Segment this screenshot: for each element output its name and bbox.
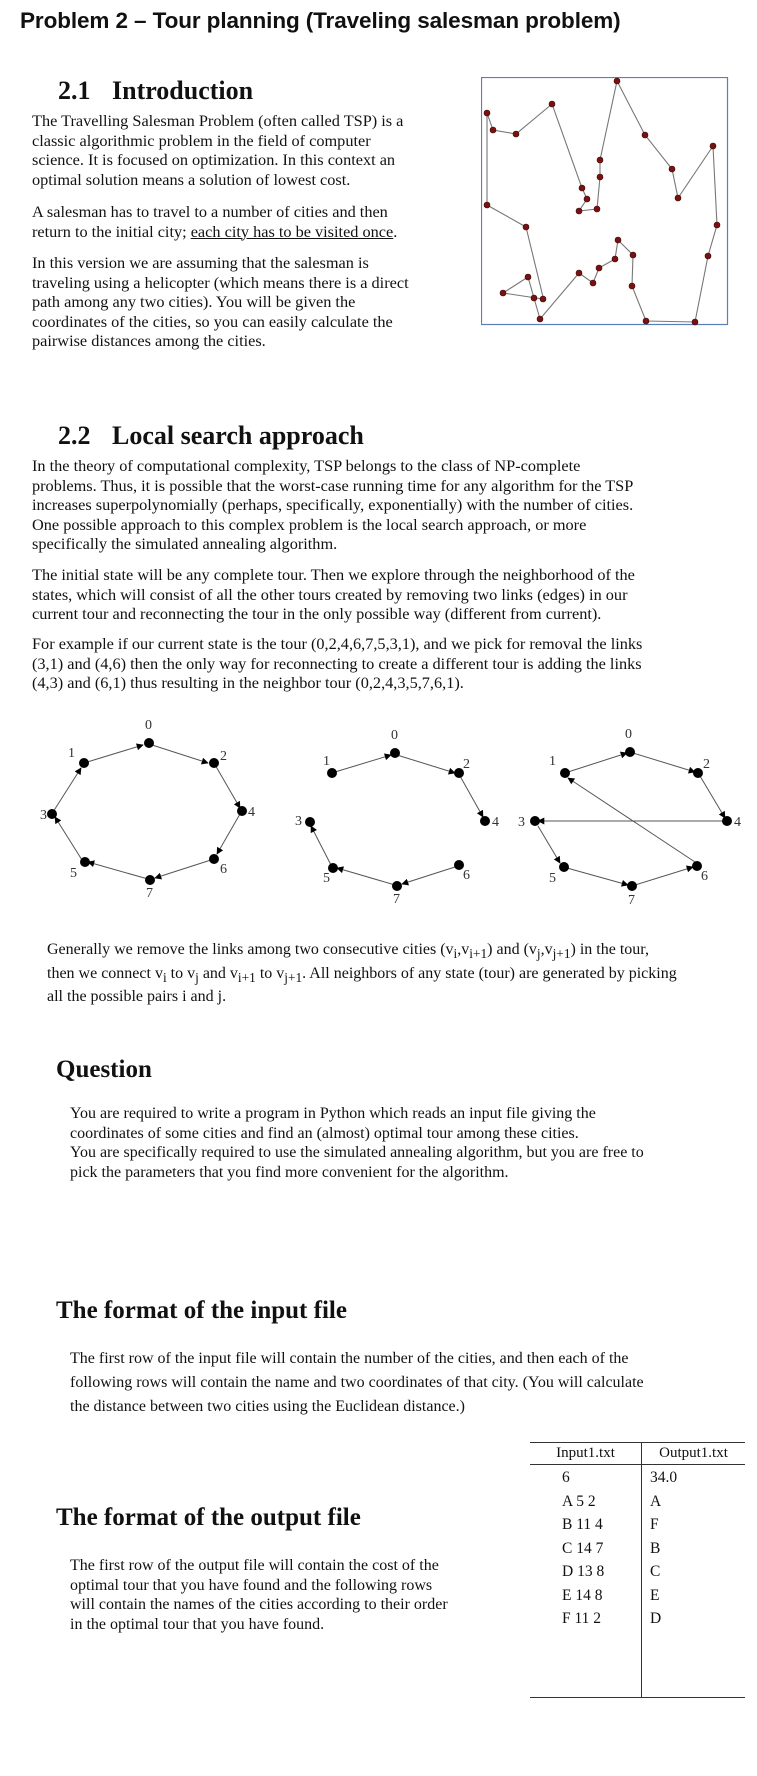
city-node	[596, 265, 602, 271]
graph-current-nodes	[47, 738, 247, 885]
node	[480, 816, 490, 826]
node-label: 4	[248, 805, 255, 820]
node-label: 1	[68, 746, 75, 761]
node	[560, 768, 570, 778]
node	[79, 758, 89, 768]
subscript: i+1	[237, 969, 256, 985]
text-line: all the possible pairs i and j.	[47, 988, 227, 1006]
node	[625, 747, 635, 757]
text-line	[47, 964, 747, 988]
edge	[84, 745, 143, 763]
text-line: pairwise distances among the cities.	[32, 331, 266, 350]
subscript: i	[453, 946, 458, 962]
text-fragment: ) and (v	[487, 941, 537, 958]
figure-border	[482, 78, 728, 325]
neighbor-tour-diagram	[0, 715, 757, 925]
city-node	[714, 222, 720, 228]
node	[47, 809, 57, 819]
city-node	[484, 110, 490, 116]
text-fragment: to v	[166, 964, 196, 982]
text-line: following rows will contain the name and two coordinates of that city. (You will calculate	[70, 1374, 644, 1391]
text-fragment: ,v	[540, 941, 553, 958]
tour-path	[487, 81, 717, 322]
city-node	[500, 290, 506, 296]
node	[237, 806, 247, 816]
intro-paragraph-2	[32, 202, 450, 241]
edge	[402, 866, 458, 884]
table-cell: D	[650, 1610, 662, 1627]
edge	[567, 868, 628, 885]
city-node	[705, 253, 711, 259]
subscript: j	[195, 969, 199, 985]
edge	[538, 826, 560, 863]
edge	[149, 744, 208, 763]
text-line: The first row of the output file will contain the cost of the	[70, 1557, 439, 1574]
local-paragraph-1	[32, 456, 732, 554]
edge	[700, 776, 725, 818]
city-node	[484, 202, 490, 208]
text-line: in the optimal tour that you have found.	[70, 1615, 325, 1633]
input-column-header: Input1.txt	[556, 1445, 615, 1461]
subscript: i+1	[469, 946, 488, 962]
local-heading	[58, 421, 364, 451]
city-node	[590, 280, 596, 286]
edge	[568, 753, 627, 772]
node	[627, 881, 637, 891]
table-cell: B	[650, 1539, 661, 1557]
node-label: 0	[625, 727, 632, 742]
node-label: 5	[70, 866, 77, 881]
node-label: 0	[145, 718, 152, 733]
local-number: 2.2	[58, 421, 91, 450]
edge	[214, 763, 240, 808]
node-label: 2	[463, 757, 470, 772]
city-node	[531, 295, 537, 301]
table-header-rule	[530, 1464, 745, 1465]
table-cell: A	[650, 1492, 662, 1510]
node	[693, 768, 703, 778]
text-line: You are required to write a program in Python which reads an input file giving the	[70, 1105, 596, 1122]
city-node	[692, 319, 698, 325]
city-node	[490, 127, 496, 133]
city-node	[642, 132, 648, 138]
output-format-paragraph	[70, 1556, 500, 1634]
city-node	[576, 208, 582, 214]
table-cell: B 11 4	[562, 1516, 603, 1533]
node-label: 3	[40, 808, 47, 823]
text-line: coordinates of the cities, so you can easily calculate the	[32, 311, 393, 331]
intro-title: Introduction	[112, 76, 254, 105]
node	[209, 854, 219, 864]
local-paragraph-3	[32, 634, 742, 693]
text-line: traveling using a helicopter (which means there is a direct	[32, 272, 409, 292]
table-cell: 34.0	[650, 1469, 678, 1486]
node-label: 4	[492, 815, 499, 830]
text-line: the distance between two cities using the Euclidean distance.)	[70, 1398, 465, 1415]
edge	[217, 814, 240, 854]
text-line: path among any two cities). You will be given the	[32, 292, 356, 311]
subscript: i	[162, 969, 167, 985]
text-line: increases superpolynomially (perhaps, specifically, exponentially) with the number of cities.	[32, 495, 634, 514]
node-label: 7	[628, 893, 635, 908]
question-heading: Question	[56, 1056, 152, 1083]
text-fragment: .	[393, 221, 398, 241]
text-fragment: then we connect v	[47, 964, 163, 982]
city-node	[597, 157, 603, 163]
text-line: In the theory of computational complexity, TSP belongs to the class of NP-complete	[32, 456, 581, 475]
node	[390, 748, 400, 758]
city-node	[615, 237, 621, 243]
node-label: 0	[391, 728, 398, 743]
page-title: Problem 2 – Tour planning (Traveling salesman problem)	[20, 8, 621, 33]
city-node	[675, 195, 681, 201]
text-fragment: Generally we remove the links among two consecutive cities (v	[47, 941, 454, 958]
city-node	[523, 224, 529, 230]
table-cell: D 13 8	[562, 1563, 605, 1580]
text-line: states, which will consist of all the other tours created by removing two links (edges) in our	[32, 584, 628, 604]
text-line: You are specifically required to use the simulated annealing algorithm, but you are free to	[70, 1144, 644, 1161]
text-line	[32, 222, 450, 242]
node	[530, 816, 540, 826]
city-nodes	[484, 78, 720, 325]
city-node	[643, 318, 649, 324]
text-fragment: to v	[255, 964, 285, 982]
node-label: 4	[734, 815, 741, 830]
text-line: In this version we are assuming that the salesman is	[32, 253, 369, 272]
text-line: science. It is focused on optimization. In this context an	[32, 150, 396, 169]
city-node	[669, 166, 675, 172]
text-line: The initial state will be any complete tour. Then we explore through the neighborhood of the	[32, 565, 635, 584]
edge	[88, 862, 148, 879]
intro-paragraph-3	[32, 253, 450, 351]
node-label: 7	[146, 886, 153, 901]
edge	[635, 867, 693, 885]
city-node	[576, 270, 582, 276]
local-paragraph-2	[32, 565, 742, 624]
table-cell: 6	[562, 1469, 570, 1486]
underlined-text: each city has to be visited once	[190, 221, 394, 241]
city-node	[594, 206, 600, 212]
node-label: 6	[701, 869, 708, 884]
table-cell: C 14 7	[562, 1539, 604, 1557]
edge	[568, 778, 695, 862]
node	[209, 758, 219, 768]
node-label: 6	[220, 862, 227, 877]
text-fragment: ,v	[457, 941, 470, 958]
node-label: 2	[703, 757, 710, 772]
city-node	[630, 252, 636, 258]
output-column	[650, 1466, 740, 1631]
edge	[397, 755, 455, 773]
example-table	[530, 1442, 745, 1698]
table-cell: F	[650, 1516, 659, 1533]
text-fragment: . All neighbors of any state (tour) are generated by picking	[302, 964, 677, 982]
text-line: The Travelling Salesman Problem (often called TSP) is a	[32, 111, 404, 130]
text-line: problems. Thus, it is possible that the worst-case running time for any algorithm for the TSP	[32, 475, 634, 495]
text-line: pick the parameters that you find more convenient for the algorithm.	[70, 1163, 509, 1181]
node	[722, 816, 732, 826]
node-label: 2	[220, 749, 227, 764]
text-line	[47, 940, 747, 964]
edge	[633, 753, 695, 772]
city-node	[540, 296, 546, 302]
node-label: 7	[393, 892, 400, 907]
subscript: j+1	[284, 969, 303, 985]
table-cell: E 14 8	[562, 1586, 603, 1604]
text-fragment: return to the initial city;	[32, 221, 191, 241]
text-line: (3,1) and (4,6) then the only way for reconnecting to create a different tour is adding the links	[32, 653, 642, 673]
text-line: optimal solution means a solution of lowest cost.	[32, 169, 351, 189]
input-column	[562, 1466, 642, 1631]
city-node	[525, 274, 531, 280]
table-cell: A 5 2	[562, 1492, 596, 1510]
city-node	[537, 316, 543, 322]
tsp-tour-figure	[481, 77, 729, 327]
city-node	[612, 256, 618, 262]
text-line: optimal tour that you have found and the following rows	[70, 1576, 433, 1594]
node-label: 5	[549, 871, 556, 886]
question-paragraph	[70, 1104, 730, 1182]
general-paragraph	[47, 940, 747, 1007]
subscript: j	[536, 946, 541, 962]
output-format-heading: The format of the output file	[56, 1504, 361, 1531]
city-node	[584, 196, 590, 202]
city-node	[597, 174, 603, 180]
subscript: j+1	[552, 946, 571, 962]
city-node	[710, 143, 716, 149]
node-label: 1	[323, 754, 330, 769]
input-format-paragraph	[70, 1347, 740, 1419]
city-node	[629, 283, 635, 289]
edge	[53, 768, 81, 812]
text-line: specifically the simulated annealing algorithm.	[32, 534, 338, 553]
city-node	[549, 101, 555, 107]
intro-heading	[58, 76, 253, 106]
edge	[55, 817, 82, 860]
node-label: 5	[323, 871, 330, 886]
text-line: For example if our current state is the tour (0,2,4,6,7,5,3,1), and we pick for removal the links	[32, 634, 643, 653]
text-line: The first row of the input file will contain the number of the cities, and then each of the	[70, 1350, 629, 1367]
city-node	[614, 78, 620, 84]
intro-paragraph-1	[32, 111, 450, 189]
text-line: current tour and reconnecting the tour in the only possible way (different from current).	[32, 604, 602, 623]
table-cell: C	[650, 1563, 661, 1580]
table-cell: E	[650, 1586, 660, 1604]
city-node	[513, 131, 519, 137]
local-title: Local search approach	[112, 421, 364, 450]
edge	[337, 868, 395, 885]
text-line: One possible approach to this complex problem is the local search approach, or more	[32, 514, 587, 534]
node	[305, 817, 315, 827]
city-node	[579, 185, 585, 191]
text-line: (4,3) and (6,1) thus resulting in the neighbor tour (0,2,4,3,5,7,6,1).	[32, 673, 464, 692]
text-line: classic algorithmic problem in the field of computer	[32, 130, 371, 150]
node-label: 3	[518, 815, 525, 830]
node	[145, 875, 155, 885]
edge	[311, 826, 331, 865]
table-cell: F 11 2	[562, 1610, 602, 1627]
text-line: coordinates of some cities and find an (almost) optimal tour among these cities.	[70, 1124, 579, 1142]
text-line: will contain the names of the cities according to their order	[70, 1596, 448, 1613]
node	[144, 738, 154, 748]
intro-number: 2.1	[58, 76, 91, 105]
input-format-heading: The format of the input file	[56, 1297, 347, 1324]
text-line: A salesman has to travel to a number of cities and then	[32, 202, 388, 221]
text-fragment: ) in the tour,	[570, 941, 649, 958]
node-label: 3	[295, 814, 302, 829]
edge	[335, 755, 391, 772]
node	[80, 857, 90, 867]
output-column-header: Output1.txt	[659, 1445, 728, 1461]
text-fragment: and v	[198, 964, 238, 982]
edge	[155, 859, 214, 878]
node	[559, 862, 569, 872]
node	[392, 881, 402, 891]
node-label: 1	[549, 754, 556, 769]
node-label: 6	[463, 868, 470, 883]
node	[327, 768, 337, 778]
edge	[460, 776, 483, 817]
